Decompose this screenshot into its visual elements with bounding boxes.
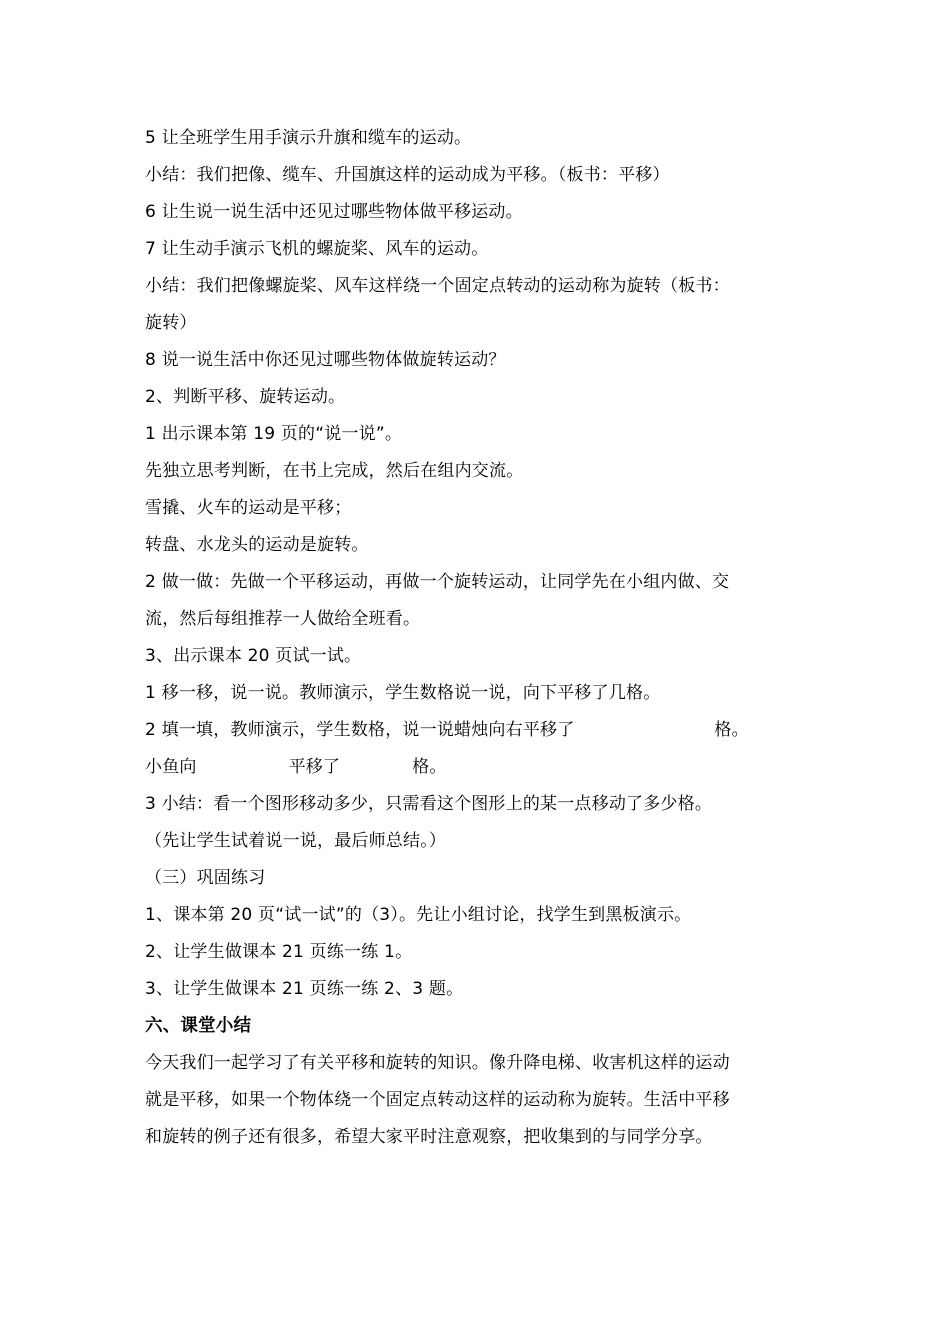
fill-in-text: 格。 xyxy=(714,720,749,740)
fill-in-line-fish xyxy=(145,749,810,786)
document-body xyxy=(145,120,810,1156)
summary-line: 和旋转的例子还有很多，希望大家平时注意观察，把收集到的与同学分享。 xyxy=(145,1127,713,1147)
text-line: 小结：我们把像、缆车、升国旗这样的运动成为平移。（板书：平移） xyxy=(145,165,670,185)
text-line: 3 小结：看一个图形移动多少，只需看这个图形上的某一点移动了多少格。 xyxy=(145,794,713,814)
text-line: 3、让学生做课本 21 页练一练 2、3 题。 xyxy=(145,979,464,999)
fill-in-text: 小鱼向 xyxy=(145,757,197,777)
text-line: （先让学生试着说一说，最后师总结。） xyxy=(145,831,447,851)
fill-in-text: 格。 xyxy=(412,757,447,777)
summary-line: 今天我们一起学习了有关平移和旋转的知识。像升降电梯、收害机这样的运动 xyxy=(145,1053,730,1073)
text-line: 3、出示课本 20 页试一试。 xyxy=(145,646,362,666)
text-line: 旋转） xyxy=(145,313,197,333)
fill-in-line-candle xyxy=(145,712,810,749)
text-line: 流，然后每组推荐一人做给全班看。 xyxy=(145,609,421,629)
text-line: 7 让生动手演示飞机的螺旋桨、风车的运动。 xyxy=(145,239,489,259)
fill-in-text: 平移了 xyxy=(288,757,341,777)
text-line: 6 让生说一说生活中还见过哪些物体做平移运动。 xyxy=(145,202,523,222)
text-line: 1、课本第 20 页“试一试”的（3）。先让小组讨论，找学生到黑板演示。 xyxy=(145,905,692,925)
text-line: 先独立思考判断，在书上完成，然后在组内交流。 xyxy=(145,461,524,481)
text-line: 2、让学生做课本 21 页练一练 1。 xyxy=(145,942,413,962)
text-line: 5 让全班学生用手演示升旗和缆车的运动。 xyxy=(145,128,472,148)
text-line: （三）巩固练习 xyxy=(145,868,266,888)
text-line: 1 移一移，说一说。教师演示，学生数格说一说，向下平移了几格。 xyxy=(145,683,661,703)
text-line: 1 出示课本第 19 页的“说一说”。 xyxy=(145,424,403,444)
text-line: 8 说一说生活中你还见过哪些物体做旋转运动？ xyxy=(145,350,506,370)
text-line: 雪撬、火车的运动是平移； xyxy=(145,498,352,518)
text-line: 2、判断平移、旋转运动。 xyxy=(145,387,346,407)
text-line: 2 做一做：先做一个平移运动，再做一个旋转运动，让同学先在小组内做、交 xyxy=(145,572,730,592)
text-line: 小结：我们把像螺旋桨、风车这样绕一个固定点转动的运动称为旋转（板书： xyxy=(145,276,730,296)
text-line: 转盘、水龙头的运动是旋转。 xyxy=(145,535,369,555)
section-heading: 六、课堂小结 xyxy=(145,1016,252,1036)
summary-line: 就是平移，如果一个物体绕一个固定点转动这样的运动称为旋转。生活中平移 xyxy=(145,1090,730,1110)
fill-in-text: 2 填一填，教师演示，学生数格，说一说蜡烛向右平移了 xyxy=(145,720,575,740)
